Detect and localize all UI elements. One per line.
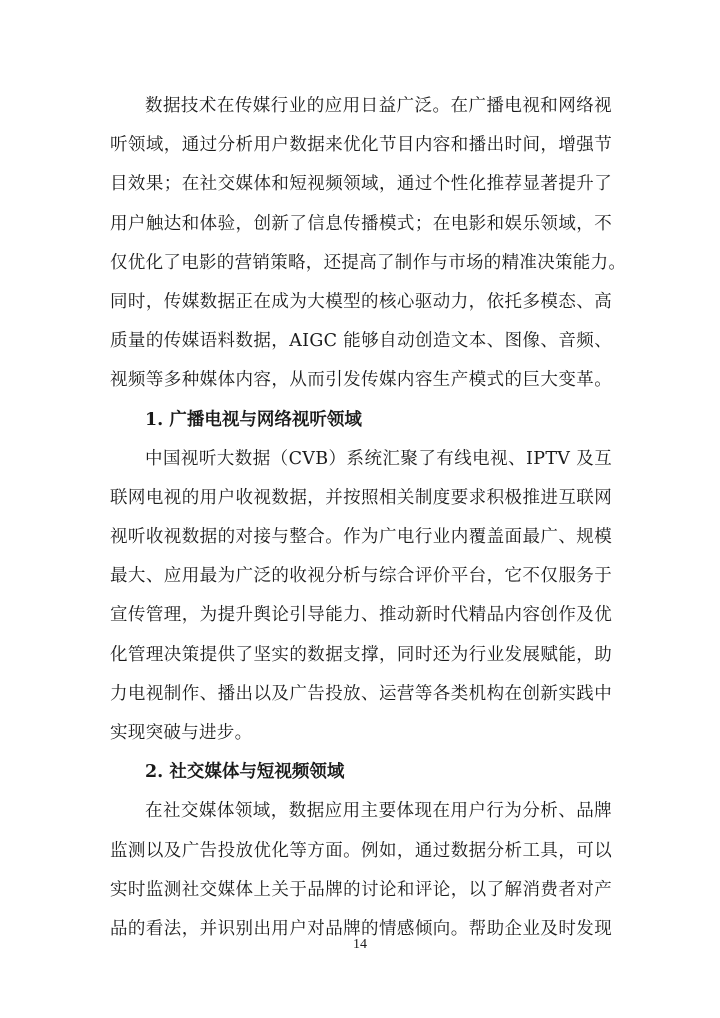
paragraph-line: 目效果；在社交媒体和短视频领域，通过个性化推荐显著提升了 (110, 174, 612, 195)
paragraph-line: 听领域，通过分析用户数据来优化节目内容和播出时间，增强节 (110, 135, 612, 156)
page-body (110, 87, 627, 949)
paragraph-line: 最大、应用最为广泛的收视分析与综合评价平台，它不仅服务于 (110, 566, 612, 587)
paragraph-social-media (110, 792, 612, 949)
paragraph-line: 联网电视的用户收视数据，并按照相关制度要求积极推进互联网 (110, 487, 612, 508)
paragraph-line: 在社交媒体领域，数据应用主要体现在用户行为分析、品牌 (145, 801, 612, 822)
paragraph-line: 中国视听大数据（CVB）系统汇聚了有线电视、IPTV 及互 (145, 448, 612, 469)
paragraph-line: 力电视制作、播出以及广告投放、运营等各类机构在创新实践中 (110, 683, 612, 704)
paragraph-line: 质量的传媒语料数据，AIGC 能够自动创造文本、图像、音频、 (110, 331, 612, 352)
paragraph-line: 仅优化了电影的营销策略，还提高了制作与市场的精准决策能力。 (110, 252, 627, 273)
paragraph-line: 实时监测社交媒体上关于品牌的讨论和评论，以了解消费者对产 (110, 879, 612, 900)
paragraph-line: 实现突破与进步。 (110, 723, 253, 743)
paragraph-line: 化管理决策提供了坚实的数据支撑，同时还为行业发展赋能，助 (110, 644, 612, 665)
paragraph-line: 视听收视数据的对接与整合。作为广电行业内覆盖面最广、规模 (110, 527, 612, 548)
paragraph-line: 同时，传媒数据正在成为大模型的核心驱动力，依托多模态、高 (110, 291, 612, 312)
paragraph-line: 监测以及广告投放优化等方面。例如，通过数据分析工具，可以 (110, 840, 612, 861)
paragraph-line: 数据技术在传媒行业的应用日益广泛。在广播电视和网络视 (145, 96, 612, 116)
paragraph-cvb (110, 440, 612, 754)
paragraph-intro (110, 87, 627, 401)
page-number: 14 (353, 937, 367, 952)
paragraph-line: 宣传管理，为提升舆论引导能力、推动新时代精品内容创作及优 (110, 605, 612, 626)
paragraph-line: 品的看法，并识别出用户对品牌的情感倾向。帮助企业及时发现 (110, 918, 612, 939)
section-heading-social-media: 2. 社交媒体与短视频领域 (145, 762, 345, 783)
paragraph-line: 用户触达和体验，创新了信息传播模式；在电影和娱乐领域，不 (110, 213, 612, 234)
section-heading-broadcast: 1. 广播电视与网络视听领域 (145, 409, 362, 430)
paragraph-line: 视频等多种媒体内容，从而引发传媒内容生产模式的巨大变革。 (110, 370, 612, 391)
